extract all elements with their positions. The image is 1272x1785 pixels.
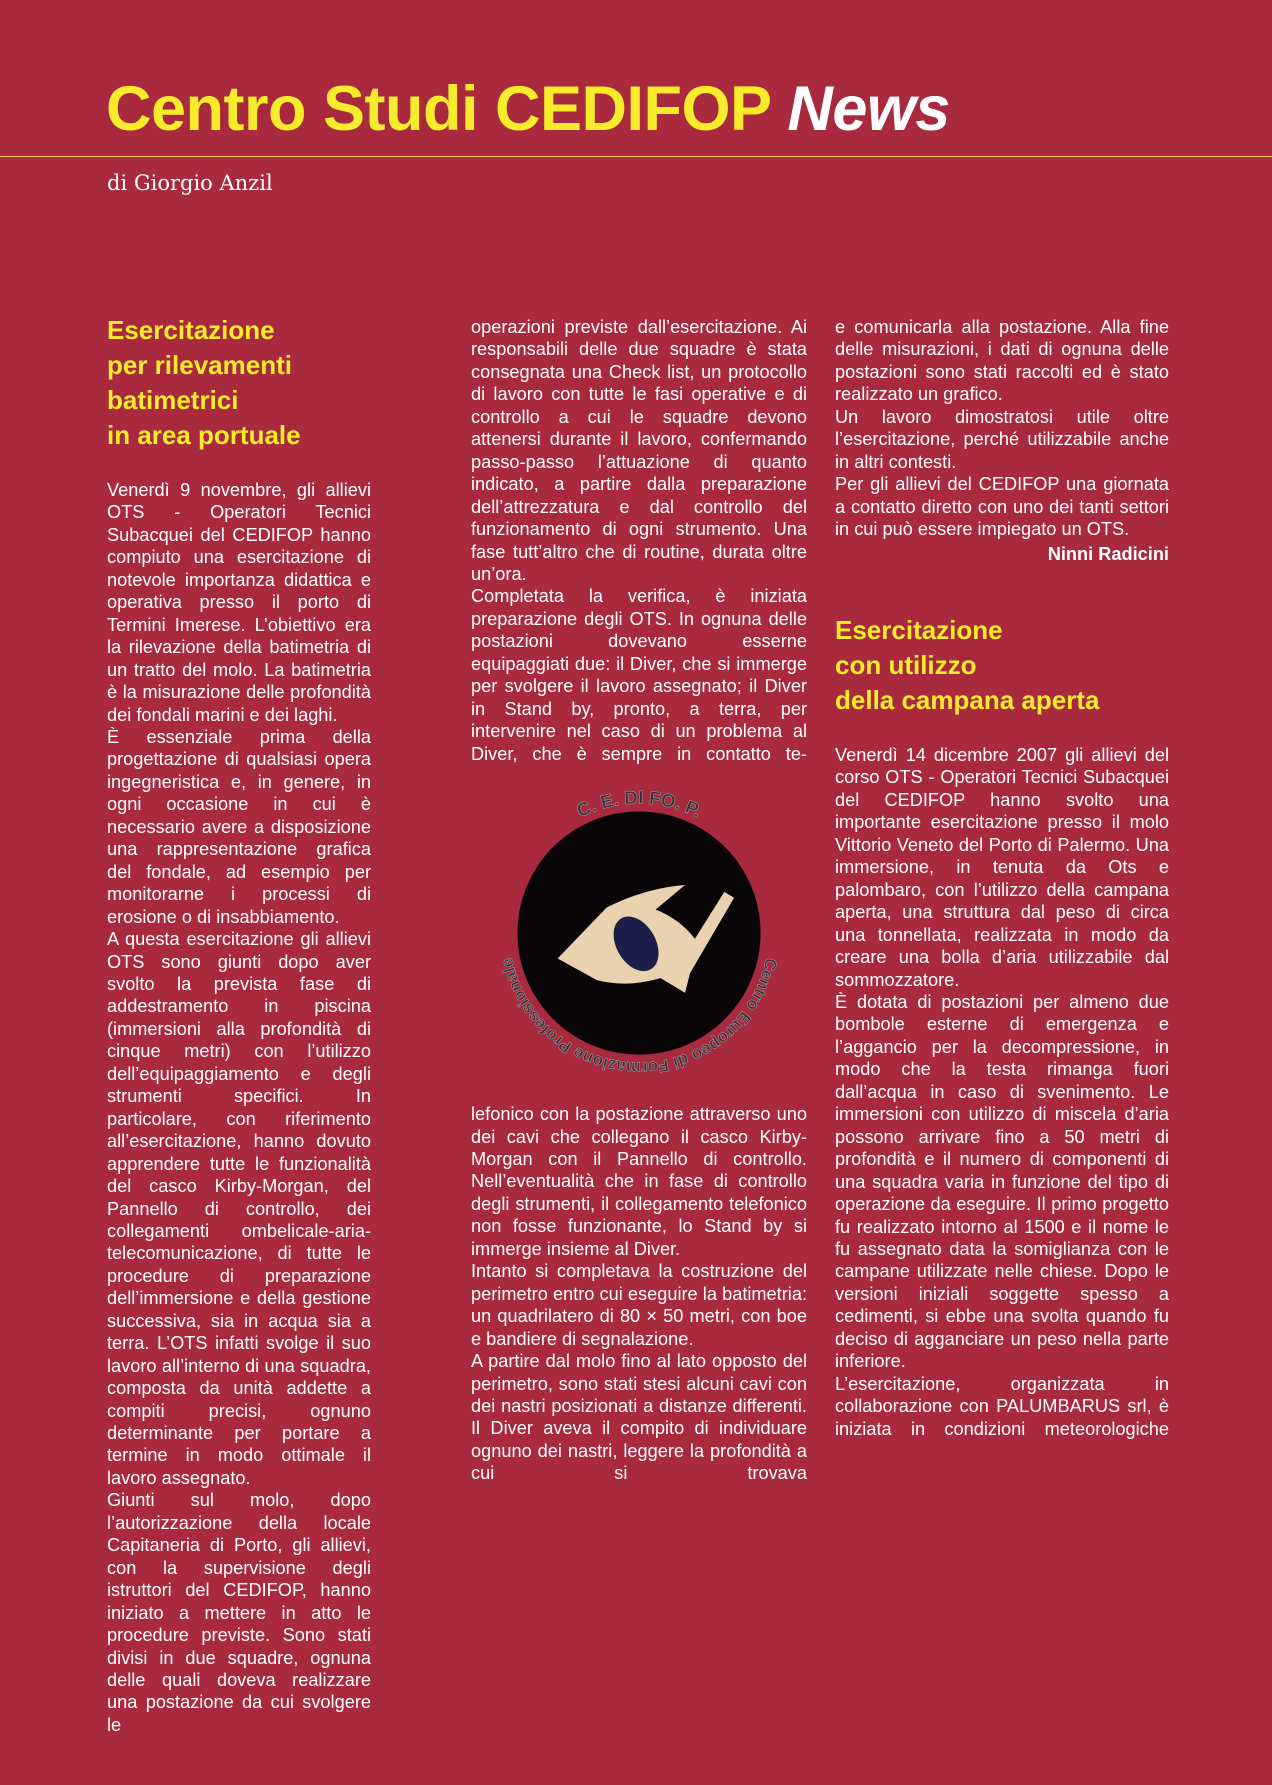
article1-heading (107, 313, 371, 453)
paragraph: Giunti sul molo, dopo l’autorizzazione della locale Capitaneria di Porto, gli allievi, con la supervisione degli istruttori del CEDIFOP, hanno iniziato a mettere in atto le procedure previste. Sono stati divisi in due squadre, ognuna delle quali doveva realizzare una postazione da cui svolgere le (107, 1490, 371, 1735)
paragraph: L’esercitazione, organizzata in collaborazione con PALUMBARUS srl, è iniziata in condizioni meteorologiche (835, 1373, 1169, 1439)
paragraph: Venerdì 14 dicembre 2007 gli allievi del corso OTS - Operatori Tecnici Subacquei del CEDIFOP hanno svolto una importante esercitazione presso il molo Vittorio Veneto del Porto di Palermo. Una immersione, in tenuta da Ots e palombaro, con l’utilizzo della campana aperta, una struttura dal peso di circa una tonnellata, realizzata in modo da creare una bolla d’aria utilizzabile dal sommozzatore. (835, 744, 1169, 990)
byline: di Giorgio Anzil (107, 171, 273, 195)
paragraph: Completata la verifica, è iniziata preparazione degli OTS. In ognuna delle postazioni dovevano esserne equipaggiati due: il Diver, che si immerge per svolgere il lavoro assegnato; il Diver in Stand by, pronto, a terra, per intervenire nel caso di un problema al Diver, che è sempre in contatto te- (471, 586, 807, 764)
paragraph: lefonico con la postazione attraverso uno dei cavi che collegano il casco Kirby-Morgan con il Pannello di controllo. Nell’eventualità che in fase di controllo degli strumenti, il collegamento telefonico non fosse funzionante, lo Stand by si immerge insieme al Diver. (471, 1104, 807, 1259)
title-main: Centro Studi CEDIFOP (106, 74, 771, 144)
paragraph: Venerdì 9 novembre, gli allievi OTS - Operatori Tecnici Subacquei del CEDIFOP hanno compiuto una esercitazione di notevole importanza didattica e operativa presso il porto di Termini Imerese. L’obiettivo era la rilevazione della batimetria di un tratto del molo. La batimetria è la misurazione delle profondità dei fondali marini e dei laghi. (107, 480, 371, 725)
logo-ring-text: Centro Europeo di Formazione Professionale (497, 956, 781, 1078)
article-author: Ninni Radicini (1047, 543, 1169, 564)
column-3 (835, 316, 1169, 1440)
paragraph: Intanto si completava la costruzione del perimetro entro cui eseguire la batimetria: un quadrilatero di 80 × 50 metri, con boe e bandiere di segnalazione. (471, 1261, 807, 1349)
paragraph: A questa esercitazione gli allievi OTS sono giunti dopo aver svolto la prevista fase di addestramento in piscina (immersioni alla profondità di cinque metri) con l’utilizzo dell’equipaggiamento e degli strumenti specifici. In particolare, con riferimento all’esercitazione, hanno dovuto apprendere tutte le funzionalità del casco Kirby-Morgan, del Pannello di controllo, dei collegamenti ombelicale-aria-telecomunicazione, di tutte le procedure di preparazione dell’immersione e della gestione successiva, sia in acqua sia a terra. L’OTS infatti svolge il suo lavoro all’interno di una squadra, composta da unità addette a compiti precisi, ognuno determinante per portare a termine in modo ottimale il lavoro assegnato. (107, 929, 371, 1488)
heading-line: con utilizzo (835, 649, 977, 680)
heading-line: batimetrici (107, 385, 239, 415)
article2-heading (835, 613, 1169, 718)
heading-line: Esercitazione (835, 614, 1003, 645)
paragraph: operazioni previste dall’esercitazione. Ai responsabili delle due squadre è stata consegnata una Check list, un protocollo di lavoro con tutte le fasi operative e di controllo a cui le squadre devono attenersi durante il lavoro, confermando passo-passo l’attuazione di quanto indicato, a partire dalla preparazione dell’attrezzatura e dal controllo del funzionamento di ogni strumento. Una fase tutt’altro che di routine, durata oltre un’ora. (471, 317, 807, 584)
paragraph: È essenziale prima della progettazione di qualsiasi opera ingegneristica e, in genere, in ogni occasione in cui è necessario avere a disposizione una rappresentazione grafica del fondale, ad esempio per monitorarne i processi di erosione o di insabbiamento. (107, 726, 371, 927)
cedifop-logo (489, 779, 789, 1089)
paragraph: A partire dal molo fino al lato opposto del perimetro, sono stati stesi alcuni cavi con dei nastri posizionati a distanze differenti. Il Diver aveva il compito di individuare ognuno dei nastri, leggere la profondità a cui si trovava (471, 1351, 807, 1484)
heading-line: in area portuale (107, 420, 301, 450)
paragraph: È dotata di postazioni per almeno due bombole esterne di emergenza e l’aggancio per la decompressione, in modo che la testa rimanga fuori dall’acqua in caso di svenimento. Le immersioni con utilizzo di miscela d’aria possono arrivare fino a 50 metri di profondità e il numero di componenti di una squadra varia in funzione del tipo di operazione da eseguire. Il primo progetto fu realizzato intorno al 1500 e il nome le fu assegnato data la somiglianza con le campane utilizzate nelle chiese. Dopo le versioni iniziali soggette spesso a cedimenti, si ebbe una svolta quando fu deciso di agganciare un peso nella parte inferiore. (835, 991, 1169, 1372)
magazine-title (106, 74, 950, 144)
header-rule (0, 156, 1272, 157)
paragraph: e comunicarla alla postazione. Alla fine delle misurazioni, i dati di ognuna delle postazioni sono stati raccolti ed è stato realizzato un grafico. (835, 317, 1169, 405)
title-news: News (787, 74, 950, 144)
heading-line: Esercitazione (107, 315, 275, 345)
column-2 (471, 316, 807, 1485)
column-1 (107, 313, 371, 1736)
paragraph: Per gli allievi del CEDIFOP una giornata a contatto diretto con uno dei tanti settori in cui può essere impiegato un OTS. (835, 474, 1169, 540)
paragraph: Un lavoro dimostratosi utile oltre l’esercitazione, perché utilizzabile anche in altri contesti. (835, 406, 1169, 472)
heading-line: per rilevamenti (107, 350, 292, 380)
logo-top-text: C. E. DI FO. P. (573, 786, 706, 822)
heading-line: della campana aperta (835, 684, 1100, 715)
